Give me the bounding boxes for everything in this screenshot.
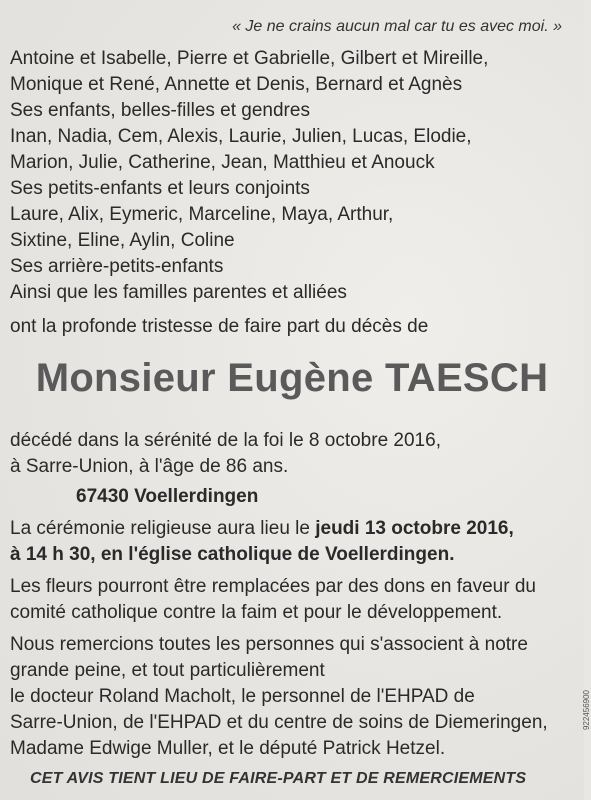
family-line: Monique et René, Annette et Denis, Bernard et Agnès	[10, 74, 463, 95]
ceremony-date: jeudi 13 octobre 2016,	[315, 518, 514, 539]
thanks-line: Sarre-Union, de l'EHPAD et du centre de soins de Diemeringen,	[10, 712, 548, 733]
family-line: Ses arrière-petits-enfants	[10, 256, 224, 277]
thanks-line: Madame Edwige Muller, et le député Patrick Hetzel.	[10, 738, 446, 759]
footer-note: CET AVIS TIENT LIEU DE FAIRE-PART ET DE REMERCIEMENTS	[30, 770, 527, 787]
family-line: Antoine et Isabelle, Pierre et Gabrielle, Gilbert et Mireille,	[10, 48, 489, 69]
family-line: Laure, Alix, Eymeric, Marceline, Maya, Arthur,	[10, 204, 394, 225]
family-line: Ses petits-enfants et leurs conjoints	[10, 178, 310, 199]
address: 67430 Voellerdingen	[76, 486, 259, 507]
flowers-line: comité catholique contre la faim et pour le développement.	[10, 602, 503, 623]
thanks-line: Nous remercions toutes les personnes qui s'associent à notre	[10, 634, 528, 655]
deceased-name: Monsieur Eugène TAESCH	[35, 356, 549, 400]
ceremony-prefix: La cérémonie religieuse aura lieu le	[10, 518, 316, 539]
death-line: à Sarre-Union, à l'âge de 86 ans.	[10, 456, 289, 477]
family-line: Sixtine, Eline, Aylin, Coline	[10, 230, 235, 251]
epigraph: « Je ne crains aucun mal car tu es avec moi. »	[232, 18, 562, 35]
family-line: Marion, Julie, Catherine, Jean, Matthieu et Anouck	[10, 152, 435, 173]
family-line: Ses enfants, belles-filles et gendres	[10, 100, 310, 121]
announcement: ont la profonde tristesse de faire part du décès de	[10, 316, 429, 337]
ceremony-line	[10, 516, 514, 542]
death-line: décédé dans la sérénité de la foi le 8 octobre 2016,	[10, 430, 441, 451]
ceremony-place: à 14 h 30, en l'église catholique de Voellerdingen.	[10, 544, 455, 565]
flowers-line: Les fleurs pourront être remplacées par des dons en faveur du	[10, 576, 536, 597]
thanks-line: grande peine, et tout particulièrement	[10, 660, 325, 681]
family-line: Inan, Nadia, Cem, Alexis, Laurie, Julien, Lucas, Elodie,	[10, 126, 472, 147]
family-line: Ainsi que les familles parentes et alliées	[10, 282, 347, 303]
thanks-line: le docteur Roland Macholt, le personnel de l'EHPAD de	[10, 686, 475, 707]
reference-code: 922456900	[582, 690, 591, 731]
